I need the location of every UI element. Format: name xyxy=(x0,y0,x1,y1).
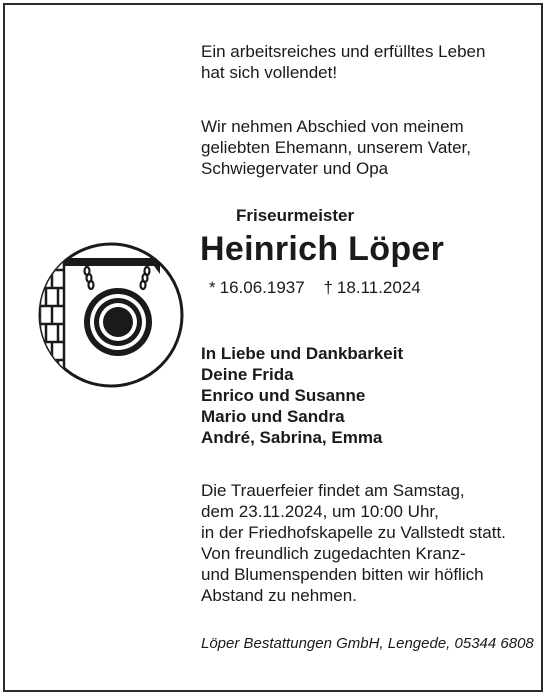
deceased-name: Heinrich Löper xyxy=(200,230,445,268)
funeral-line: Abstand zu nehmen. xyxy=(201,586,357,605)
life-dates xyxy=(209,278,435,298)
funeral-line: Von freundlich zugedachten Kranz- xyxy=(201,544,466,563)
undertaker-footer: Löper Bestattungen GmbH, Lengede, 05344 6808 xyxy=(201,635,534,652)
family-line: In Liebe und Dankbarkeit xyxy=(201,344,404,363)
farewell-line: Wir nehmen Abschied von meinem xyxy=(201,117,464,136)
family-line: André, Sabrina, Emma xyxy=(201,428,383,447)
farewell-line: geliebten Ehemann, unserem Vater, xyxy=(201,138,471,157)
intro-line: hat sich vollendet! xyxy=(201,63,338,82)
funeral-line: in der Friedhofskapelle zu Vallstedt statt. xyxy=(201,523,506,542)
intro-text xyxy=(201,41,485,83)
family-signatures xyxy=(201,343,403,448)
family-line: Deine Frida xyxy=(201,365,294,384)
family-line: Mario und Sandra xyxy=(201,407,345,426)
funeral-info xyxy=(201,480,506,606)
birth-symbol: * xyxy=(209,278,216,297)
family-line: Enrico und Susanne xyxy=(201,386,366,405)
deceased-profession: Friseurmeister xyxy=(236,206,355,225)
birth-date: * 16.06.1937 xyxy=(209,278,305,297)
funeral-line: und Blumenspenden bitten wir höflich xyxy=(201,565,484,584)
farewell-text xyxy=(201,116,471,179)
barber-shop-sign-icon xyxy=(36,240,186,390)
death-date: † 18.11.2024 xyxy=(323,278,421,297)
intro-line: Ein arbeitsreiches und erfülltes Leben xyxy=(201,42,486,61)
funeral-line: dem 23.11.2024, um 10:00 Uhr, xyxy=(201,502,439,521)
death-symbol: † xyxy=(323,278,333,297)
funeral-line: Die Trauerfeier findet am Samstag, xyxy=(201,481,465,500)
farewell-line: Schwiegervater und Opa xyxy=(201,159,389,178)
